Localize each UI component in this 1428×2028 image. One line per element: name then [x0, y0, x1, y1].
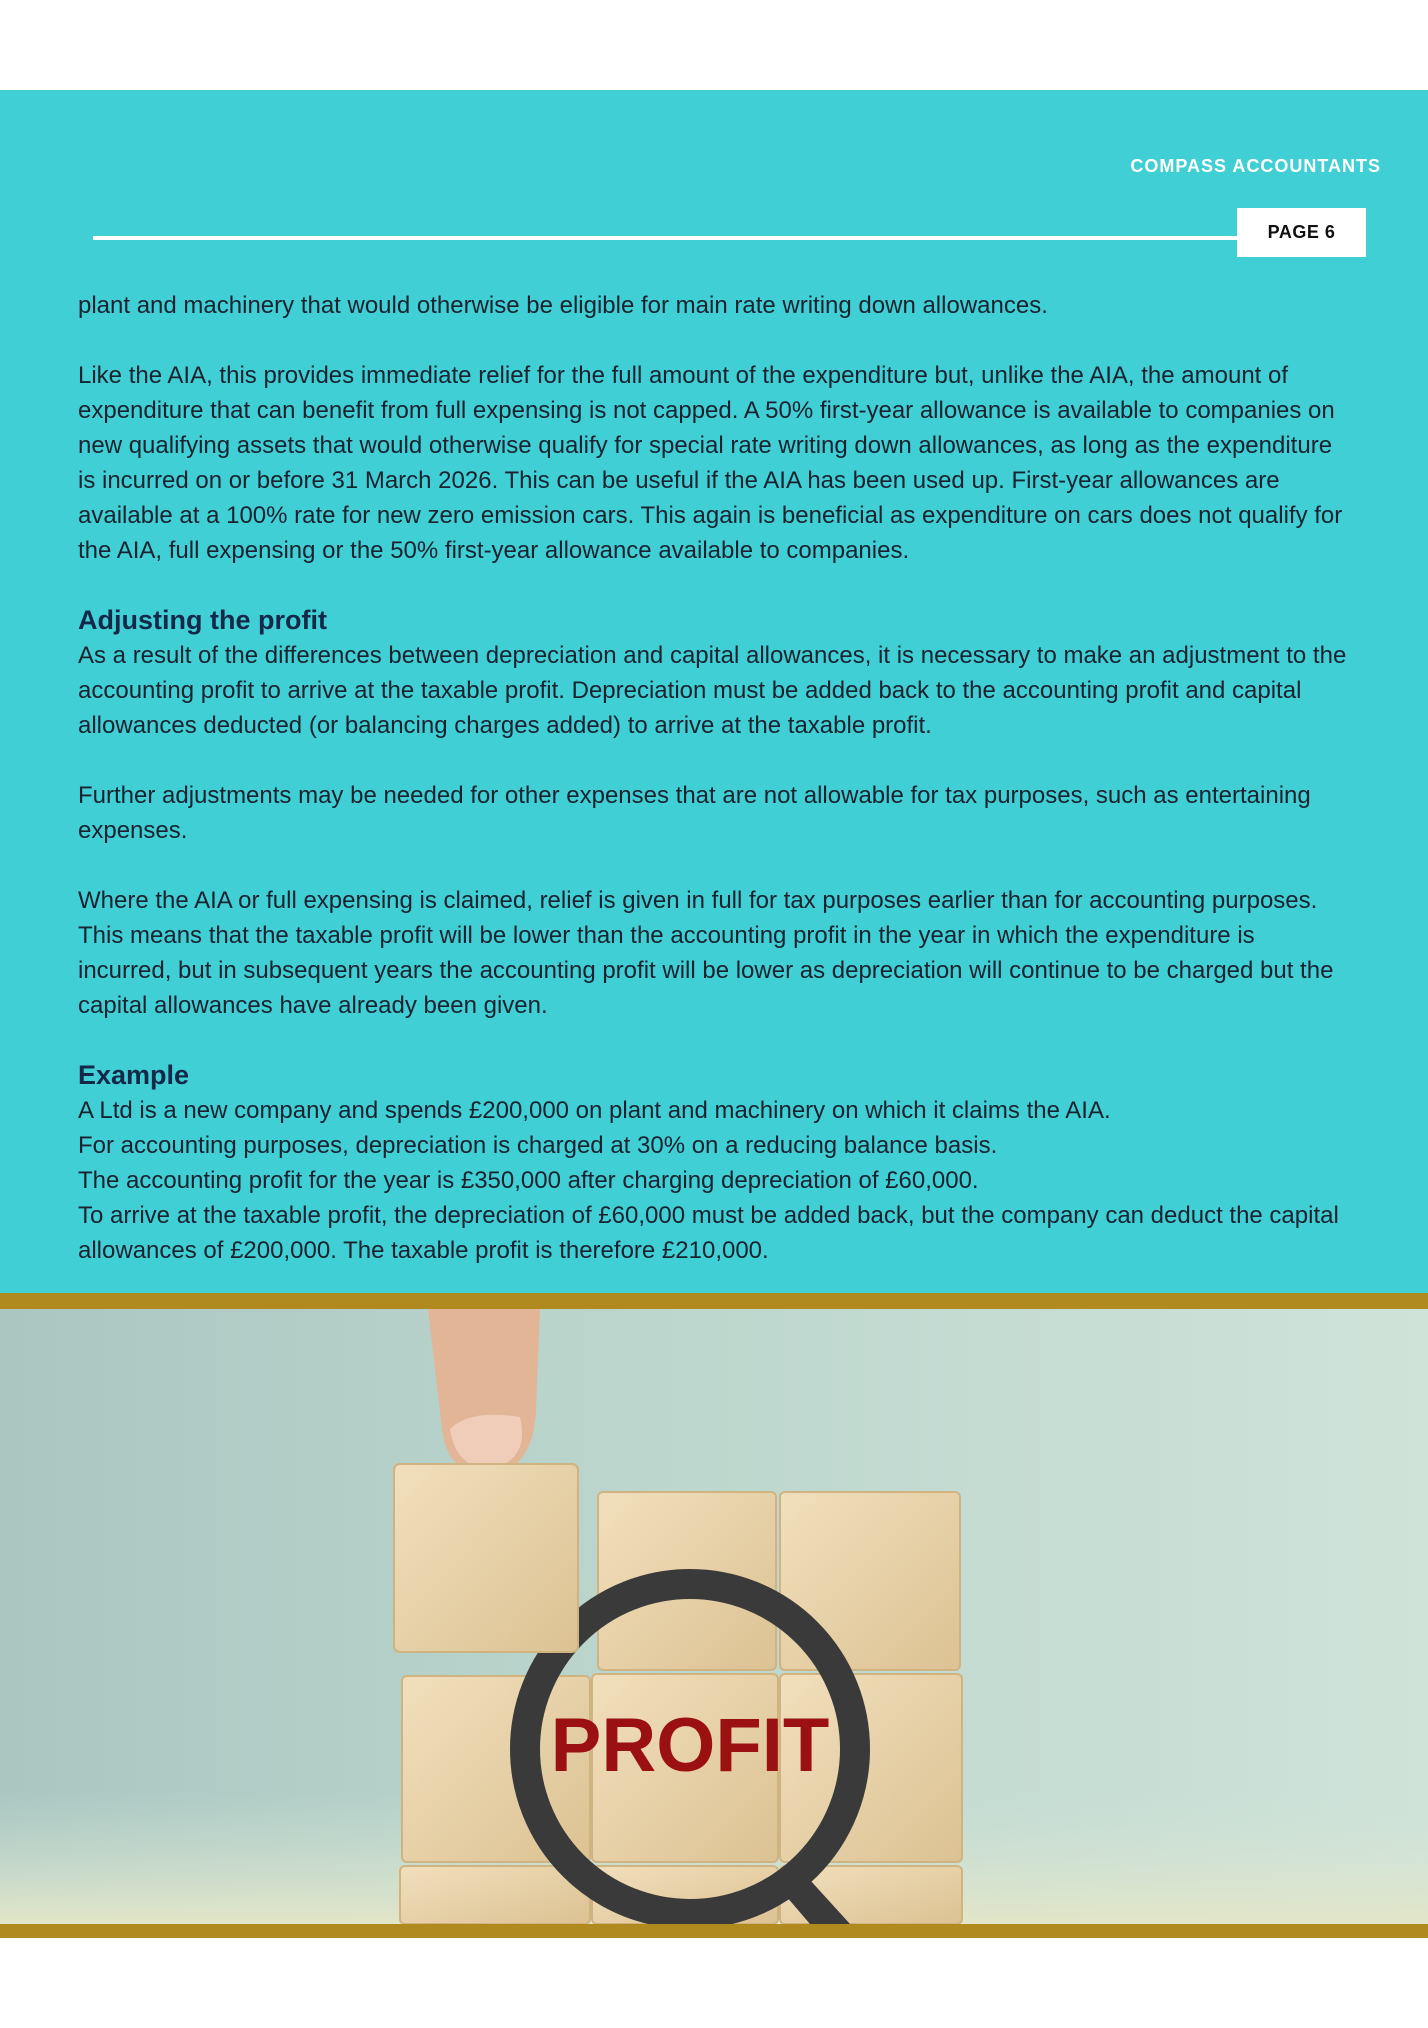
example-line-2: For accounting purposes, depreciation is charged at 30% on a reducing balance basis. — [78, 1132, 998, 1159]
example-line-1: A Ltd is a new company and spends £200,000 on plant and machinery on which it claims the AIA. — [78, 1097, 1111, 1124]
brand-name: COMPASS ACCOUNTANTS — [1130, 156, 1381, 176]
heading-adjusting-profit: Adjusting the profit — [78, 605, 327, 635]
example-line-3: The accounting profit for the year is £350,000 after charging depreciation of £60,000. — [78, 1167, 979, 1194]
example-line-4: To arrive at the taxable profit, the depreciation of £60,000 must be added back, but the company can deduct the capital allowances of £200,000. The taxable profit is therefore £210,000. — [78, 1202, 1339, 1264]
profit-word: PROFIT — [550, 1703, 830, 1788]
intro-paragraph: plant and machinery that would otherwise be eligible for main rate writing down allowances. — [78, 292, 1048, 319]
header-rule — [93, 236, 1237, 240]
heading-example: Example — [78, 1060, 190, 1090]
further-adjustments-paragraph: Further adjustments may be needed for other expenses that are not allowable for tax purposes, such as entertaining expenses. — [78, 782, 1311, 844]
page-number-badge: PAGE 6 — [1237, 208, 1366, 257]
adjusting-paragraph: As a result of the differences between depreciation and capital allowances, it is necessary to make an adjustment to the accounting profit to arrive at the taxable profit. Depreciation must be added back to the accounting profit and capital allowances deducted (or balancing charges added) to arrive at the taxable profit. — [78, 642, 1347, 739]
profit-blocks-photo — [0, 1293, 1428, 1938]
full-expensing-paragraph: Like the AIA, this provides immediate relief for the full amount of the expenditure but, unlike the AIA, the amount of expenditure that can benefit from full expensing is not capped. A 50% first-year allowance is available to companies on new qualifying assets that would otherwise qualify for special rate writing down allowances, as long as the expenditure is incurred on or before 31 March 2026. This can be useful if the AIA has been used up. First-year allowances are available at a 100% rate for new zero emission cars. This again is beneficial as expenditure on cars does not qualify for the AIA, full expensing or the 50% first-year allowance available to companies. — [78, 362, 1343, 564]
article-body — [78, 288, 1353, 1268]
lifted-block-front — [394, 1464, 578, 1652]
timing-paragraph: Where the AIA or full expensing is claimed, relief is given in full for tax purposes earlier than for accounting purposes. This means that the taxable profit will be lower than the accounting profit in the year in which the expenditure is incurred, but in subsequent years the accounting profit will be lower as depreciation will continue to be charged but the capital allowances have already been given. — [78, 887, 1334, 1019]
profit-blocks-illustration — [0, 1309, 1428, 1924]
